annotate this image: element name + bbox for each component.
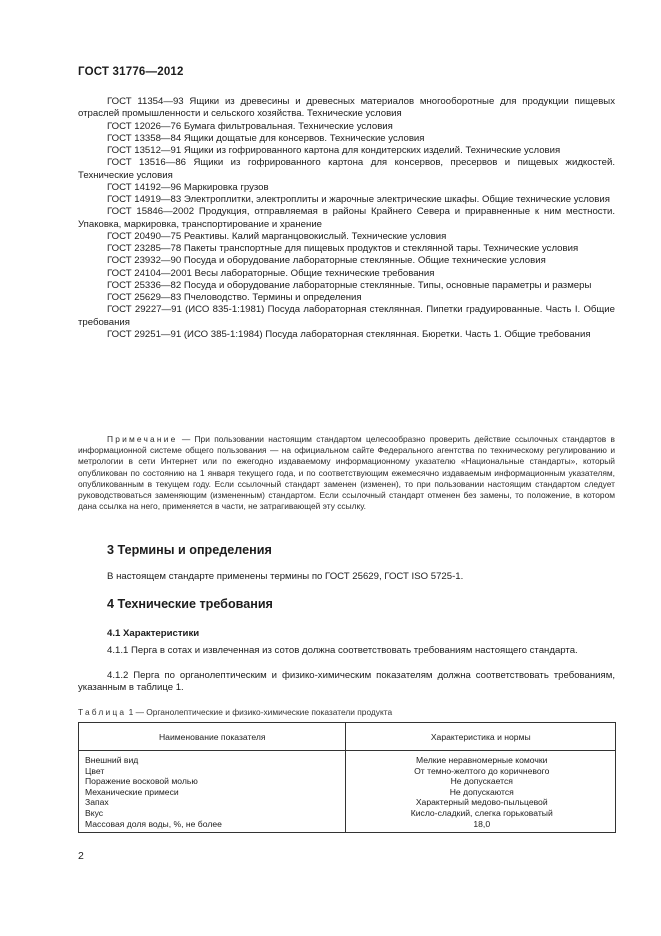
section-3-heading: 3 Термины и определения: [107, 543, 272, 557]
table-header-row: [79, 723, 616, 751]
reference-item: ГОСТ 25629—83 Пчеловодство. Термины и определения: [107, 292, 362, 303]
column-header-norms: Характеристика и нормы: [346, 723, 616, 751]
reference-item: ГОСТ 20490—75 Реактивы. Калий марганцовокислый. Технические условия: [107, 230, 447, 242]
reference-item: ГОСТ 15846—2002 Продукция, отправляемая в районы Крайнего Севера и приравненные к ним местности. Упаковка, маркировка, транспортирование и хранение: [78, 206, 615, 230]
reference-item: ГОСТ 29251—91 (ИСО 385-1:1984) Посуда лабораторная стеклянная. Бюретки. Часть 1. Общие требования: [107, 328, 591, 340]
indicator-name: Массовая доля воды, %, не более: [85, 818, 222, 829]
note-paragraph: [78, 434, 615, 512]
reference-item: ГОСТ 13358—84 Ящики дощатые для консервов. Технические условия: [107, 132, 425, 144]
table-caption: [78, 707, 392, 717]
document-header: ГОСТ 31776—2012: [78, 66, 184, 78]
indicator-name: Цвет: [85, 765, 105, 776]
note-label: Примечание: [107, 434, 178, 444]
section-4-heading: 4 Технические требования: [107, 597, 273, 611]
norm-value: 18,0: [473, 818, 491, 829]
indicator-name: Вкус: [85, 807, 104, 818]
reference-item: ГОСТ 11354—93 Ящики из древесины и древесных материалов многооборотные для продукции пищевых отраслей промышленности и сельского хозяйства. Технические условия: [78, 96, 615, 120]
indicator-name: Механические примеси: [85, 786, 179, 797]
reference-item: ГОСТ 29227—91 (ИСО 835-1:1981) Посуда лабораторная стеклянная. Пипетки градуированные. Часть I. Общие требования: [78, 304, 615, 328]
norm-value: Характерный медово-пыльцевой: [415, 797, 548, 808]
section-3-text: В настоящем стандарте применены термины по ГОСТ 25629, ГОСТ ISO 5725-1.: [107, 571, 464, 582]
reference-item: ГОСТ 13516—86 Ящики из гофрированного картона для консервов, пресервов и пищевых жидкостей. Технические условия: [78, 157, 615, 181]
indicator-cell: [79, 751, 346, 833]
normative-references-list: [78, 96, 615, 341]
norm-value: Кисло-сладкий, слегка горьковатый: [410, 807, 553, 818]
reference-item: ГОСТ 24104—2001 Весы лабораторные. Общие технические требования: [107, 267, 435, 279]
table-row: [79, 751, 616, 833]
paragraph-4-1-1: 4.1.1 Перга в сотах и извлеченная из сотов должна соответствовать требованиям настоящего стандарта.: [107, 645, 578, 656]
norms-cell: [346, 751, 616, 833]
norm-value: Мелкие неравномерные комочки: [416, 755, 548, 765]
reference-item: ГОСТ 23285—78 Пакеты транспортные для пищевых продуктов и стеклянной тары. Технические условия: [107, 243, 579, 254]
norm-value: Не допускается: [450, 776, 513, 787]
table-caption-text: 1 — Органолептические и физико-химические показатели продукта: [128, 707, 393, 717]
indicator-name: Запах: [85, 797, 109, 808]
subsection-4-1-heading: 4.1 Характеристики: [107, 628, 200, 639]
reference-item: ГОСТ 12026—76 Бумага фильтровальная. Технические условия: [107, 120, 393, 132]
page-number: 2: [78, 850, 84, 862]
reference-item: ГОСТ 14192—96 Маркировка грузов: [107, 181, 269, 193]
column-header-indicator: Наименование показателя: [79, 723, 346, 751]
indicator-name: Поражение восковой молью: [85, 776, 198, 787]
table-caption-label: Таблица: [78, 707, 127, 717]
paragraph-4-1-2: 4.1.2 Перга по органолептическим и физико-химическим показателям должна соответствовать требованиям, указанным в таблице 1.: [78, 670, 615, 694]
reference-item: ГОСТ 23932—90 Посуда и оборудование лабораторные стеклянные. Общие технические условия: [107, 255, 546, 267]
norm-value: От темно-желтого до коричневого: [414, 765, 550, 776]
reference-item: ГОСТ 13512—91 Ящики из гофрированного картона для кондитерских изделий. Технические условия: [107, 145, 561, 156]
note-text: — При пользовании настоящим стандартом целесообразно проверить действие ссылочных стандартов в информационной системе общего пользования — на официальном сайте Федерального агентства по техническому регулированию и метрологии в сети Интернет или по ежегодно издаваемому информационному указателю «Национальные стандарты», который опубликован по состоянию на 1 января текущего года, и по соответствующим ежемесячно издаваемым информационным указателям, опубликованным в текущем году. Если ссылочный стандарт заменен (изменен), то при пользовании настоящим стандартом следует руководствоваться заменяющим (измененным) стандартом. Если ссылочный стандарт отменен без замены, то положение, в котором дана ссылка на него, применяется в части, не затрагивающей эту ссылку.: [78, 434, 616, 512]
indicators-table: [78, 722, 616, 833]
indicator-name: Внешний вид: [85, 755, 139, 765]
norm-value: Не допускаются: [449, 786, 514, 797]
reference-item: ГОСТ 14919—83 Электроплитки, электроплиты и жарочные электрические шкафы. Общие технические условия: [107, 194, 610, 205]
reference-item: ГОСТ 25336—82 Посуда и оборудование лабораторные стеклянные. Типы, основные параметры и размеры: [107, 279, 592, 291]
